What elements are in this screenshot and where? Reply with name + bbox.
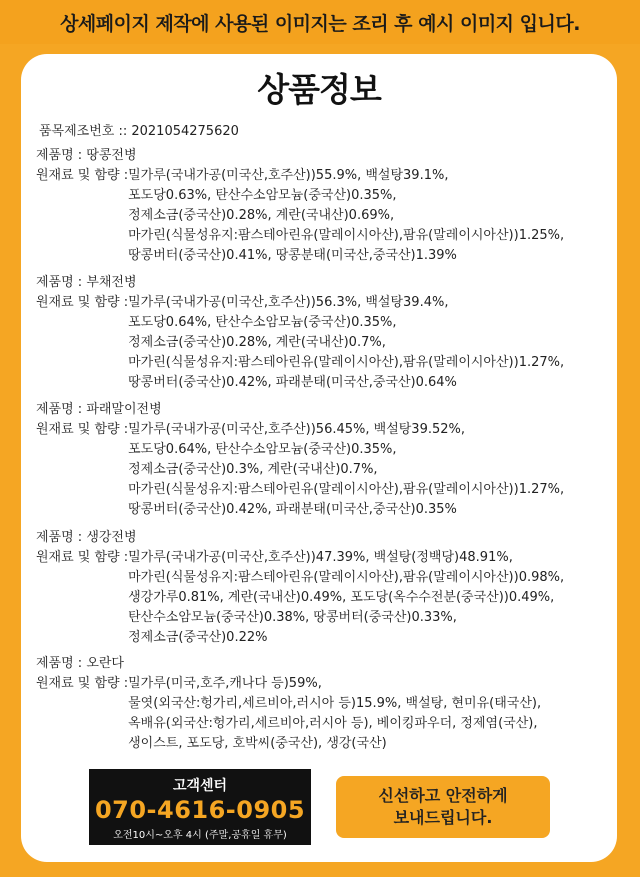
page-title: 상품정보 xyxy=(257,70,381,109)
ingredient-line: 포도당0.64%, 탄산수소암모늄(중국산)0.35%, xyxy=(128,442,397,457)
product-block xyxy=(36,146,611,266)
ingredient-line: 마가린(식물성유지:팜스테아린유(말레이시아산),팜유(말레이시아산))0.98%, xyxy=(128,570,565,585)
ingredient-line: 밀가루(국내가공(미국산,호주산))56.3%, 백설탕39.4%, xyxy=(128,295,449,310)
product-name: 제품명 : 파래말이전병 xyxy=(36,402,162,417)
ingredient-line: 마가린(식물성유지:팜스테아린유(말레이시아산),팜유(말레이시아산))1.25%, xyxy=(128,228,565,243)
ingredients-list xyxy=(128,548,564,648)
fresh-line-1: 신선하고 안전하게 xyxy=(378,786,508,805)
ingredient-line: 마가린(식물성유지:팜스테아린유(말레이시아산),팜유(말레이시아산))1.27%, xyxy=(128,482,565,497)
ingredients-list xyxy=(128,420,564,520)
ingredients-list xyxy=(128,674,541,754)
ingredient-line: 땅콩버터(중국산)0.42%, 파래분태(미국산,중국산)0.35% xyxy=(128,502,457,517)
product-name: 제품명 : 부채전병 xyxy=(36,275,137,290)
ingredient-line: 밀가루(국내가공(미국산,호주산))47.39%, 백설탕(정백당)48.91%, xyxy=(128,550,513,565)
ingredient-line: 옥배유(외국산:헝가리,세르비아,러시아 등), 베이킹파우더, 정제염(국산), xyxy=(128,716,538,731)
product-block xyxy=(36,528,611,648)
ingredient-line: 땅콩버터(중국산)0.42%, 파래분태(미국산,중국산)0.64% xyxy=(128,375,457,390)
banner-text: 상세페이지 제작에 사용된 이미지는 조리 후 예시 이미지 입니다. xyxy=(60,12,580,35)
ingredient-line: 마가린(식물성유지:팜스테아린유(말레이시아산),팜유(말레이시아산))1.27%, xyxy=(128,355,565,370)
ingredient-line: 물엿(외국산:헝가리,세르비아,러시아 등)15.9%, 백설탕, 현미유(태국산), xyxy=(128,696,542,711)
ingredient-line: 생이스트, 포도당, 호박씨(중국산), 생강(국산) xyxy=(128,736,387,751)
ingredient-line: 정제소금(중국산)0.28%, 계란(국내산)0.7%, xyxy=(128,335,386,350)
ingredient-line: 정제소금(중국산)0.3%, 계란(국내산)0.7%, xyxy=(128,462,378,477)
product-block xyxy=(36,400,611,520)
customer-service-title: 고객센터 xyxy=(172,778,228,794)
ingredients-label: 원재료 및 함량 : xyxy=(36,422,129,437)
ingredients-list xyxy=(128,293,564,393)
product-block xyxy=(36,273,611,393)
registration-number: 품목제조번호 :: 2021054275620 xyxy=(39,124,239,139)
ingredient-line: 밀가루(미국,호주,캐나다 등)59%, xyxy=(128,676,322,691)
fresh-delivery-badge xyxy=(336,776,550,838)
product-block xyxy=(36,654,611,754)
ingredients-label: 원재료 및 함량 : xyxy=(36,550,129,565)
ingredients-label: 원재료 및 함량 : xyxy=(36,676,129,691)
ingredients-label: 원재료 및 함량 : xyxy=(36,295,129,310)
ingredients-label: 원재료 및 함량 : xyxy=(36,168,129,183)
customer-service-phone[interactable]: 070-4616-0905 xyxy=(94,796,306,824)
ingredient-line: 땅콩버터(중국산)0.41%, 땅콩분태(미국산,중국산)1.39% xyxy=(128,248,457,263)
product-info-card xyxy=(21,54,617,862)
ingredient-line: 탄산수소암모늄(중국산)0.38%, 땅콩버터(중국산)0.33%, xyxy=(128,610,457,625)
ingredients-list xyxy=(128,166,564,266)
ingredient-line: 정제소금(중국산)0.28%, 계란(국내산)0.69%, xyxy=(128,208,395,223)
customer-service-hours: 오전10시~오후 4시 (주말,공휴일 휴무) xyxy=(113,830,287,841)
ingredient-line: 정제소금(중국산)0.22% xyxy=(128,630,268,645)
product-name: 제품명 : 땅콩전병 xyxy=(36,148,137,163)
top-banner xyxy=(0,0,640,44)
ingredient-line: 포도당0.63%, 탄산수소암모늄(중국산)0.35%, xyxy=(128,188,397,203)
customer-service-box xyxy=(89,769,311,845)
ingredient-line: 포도당0.64%, 탄산수소암모늄(중국산)0.35%, xyxy=(128,315,397,330)
ingredient-line: 밀가루(국내가공(미국산,호주산))55.9%, 백설탕39.1%, xyxy=(128,168,449,183)
product-name: 제품명 : 생강전병 xyxy=(36,530,137,545)
fresh-line-2: 보내드립니다. xyxy=(393,808,493,827)
ingredient-line: 밀가루(국내가공(미국산,호주산))56.45%, 백설탕39.52%, xyxy=(128,422,466,437)
product-name: 제품명 : 오란다 xyxy=(36,656,124,671)
ingredient-line: 생강가루0.81%, 계란(국내산)0.49%, 포도당(옥수수전분(중국산))0.49%, xyxy=(128,590,555,605)
